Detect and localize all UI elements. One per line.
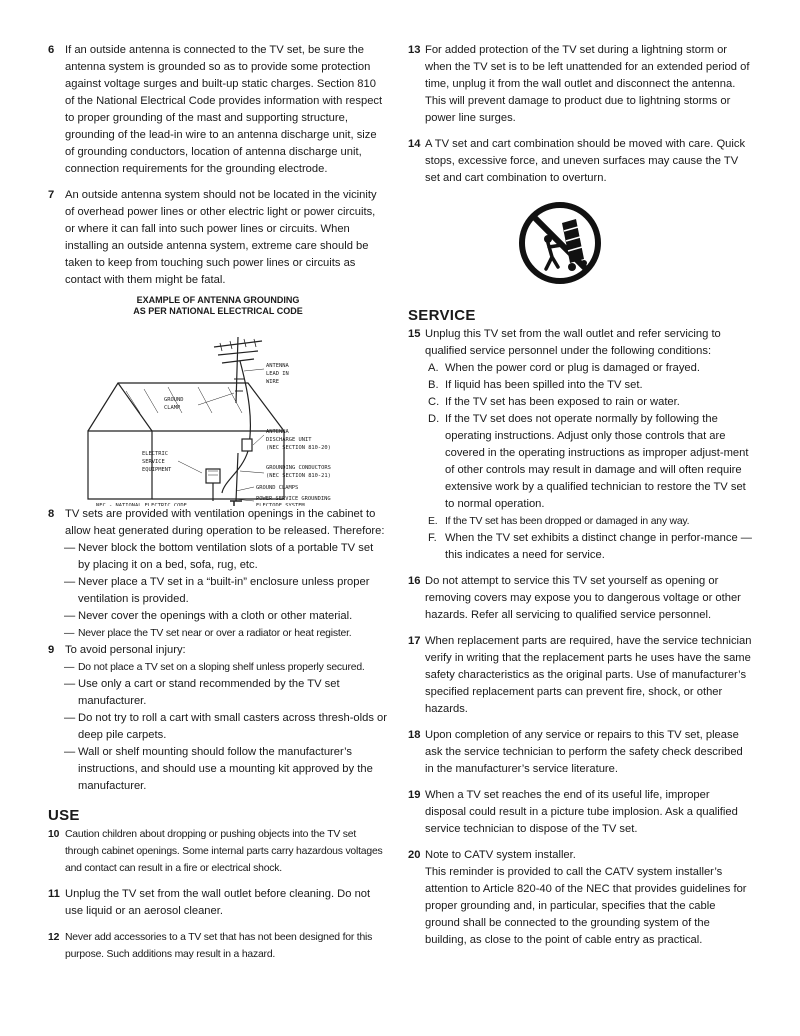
item-text: Never add accessories to a TV set that has not been designed for this purpose. Such additions may result in a hazard. bbox=[65, 932, 373, 960]
item-text: For added protection of the TV set during a lightning storm or when the TV set is to be left unattended for an extended period of time, unplug it from the wall outlet and disconnect the antenna. This will prevent damage to product due to lightning storms or power line surges. bbox=[425, 44, 750, 124]
dash: — bbox=[64, 576, 76, 588]
bullet-text: Do not place a TV set on a sloping shelf unless properly secured. bbox=[78, 662, 365, 673]
item-text: An outside antenna system should not be located in the vicinity of overhead power lines or other electric light or power circuits, or where it can fall into such power lines or circuits. When installing an outside antenna system, extreme care should be taken to keep from touching such power lines or circuits as contact with them might be fatal. bbox=[65, 189, 377, 286]
item-number: 13 bbox=[408, 44, 421, 56]
diagram-title-line-1: EXAMPLE OF ANTENNA GROUNDING bbox=[136, 295, 300, 305]
item-number: 11 bbox=[48, 888, 60, 900]
label-electrode-system: ELECTODE SYSTEM bbox=[256, 503, 305, 506]
instruction-item-12 bbox=[48, 929, 388, 963]
label-grounding-conductors: GROUNDING CONDUCTORS bbox=[266, 465, 331, 471]
bullet-text: Never place the TV set near or over a radiator or heat register. bbox=[78, 628, 352, 639]
dash: — bbox=[64, 628, 75, 639]
bullet-text: Never block the bottom ventilation slots of a portable TV set by placing it on a bed, sofa, rug, etc. bbox=[78, 542, 374, 571]
bullet-text: Never place a TV set in a “built-in” enclosure unless proper ventilation is provided. bbox=[78, 576, 370, 605]
condition-text: If the TV set does not operate normally by following the operating instructions. Adjust only those controls that are covered in the operating instructions as improper adjust-ment of other controls may result in damage and will often require extensive work by a qualified technician to restore the TV set to normal operation. bbox=[445, 413, 749, 510]
item-text-continued: This reminder is provided to call the CATV system installer’s attention to Article 820-40 of the NEC that provides guidelines for proper grounding and, in particular, specifies that the cable ground shall be connected to the grounding system of the building, as close to the point of cable entry as practical. bbox=[425, 866, 747, 946]
condition-text: If liquid has been spilled into the TV set. bbox=[445, 379, 643, 391]
dash: — bbox=[64, 610, 76, 622]
cart-warning-symbol bbox=[518, 201, 602, 285]
label-clamp: CLAMP bbox=[164, 405, 181, 411]
left-column bbox=[48, 42, 388, 972]
diagram-title bbox=[48, 295, 388, 317]
condition-letter: D. bbox=[428, 413, 440, 425]
item-text: Unplug the TV set from the wall outlet before cleaning. Do not use liquid or an aerosol cleaner. bbox=[65, 888, 371, 917]
instruction-item-15 bbox=[408, 326, 753, 360]
condition-letter: E. bbox=[428, 516, 438, 527]
instruction-item-11 bbox=[48, 886, 388, 920]
label-electric: ELECTRIC bbox=[142, 451, 168, 457]
label-ground-clamp: GROUND bbox=[164, 397, 184, 403]
label-service: SERVICE bbox=[142, 459, 165, 465]
diagram-title-line-2: AS PER NATIONAL ELECTRICAL CODE bbox=[133, 306, 303, 316]
instruction-item-6 bbox=[48, 42, 388, 178]
item-number: 14 bbox=[408, 138, 421, 150]
dash: — bbox=[64, 662, 75, 673]
dash: — bbox=[64, 712, 76, 724]
label-lead-in: LEAD IN bbox=[266, 371, 289, 377]
bullet-item bbox=[48, 744, 388, 795]
instruction-item-17 bbox=[408, 633, 753, 718]
roof-outline bbox=[88, 383, 284, 431]
bullet-item bbox=[48, 625, 388, 642]
item-text: To avoid personal injury: bbox=[65, 644, 186, 656]
item-number: 16 bbox=[408, 575, 421, 587]
condition-letter: C. bbox=[428, 396, 440, 408]
bullet-item bbox=[48, 540, 388, 574]
condition-letter: A. bbox=[428, 362, 439, 374]
label-discharge-unit: DISCHARGE UNIT bbox=[266, 437, 312, 443]
item-number: 19 bbox=[408, 789, 421, 801]
instruction-item-20 bbox=[408, 847, 753, 949]
dash: — bbox=[64, 542, 76, 554]
bullet-item bbox=[48, 676, 388, 710]
cart-tip-over-warning-icon bbox=[518, 201, 602, 285]
item-number: 9 bbox=[48, 644, 55, 656]
condition-letter: B. bbox=[428, 379, 439, 391]
bullet-item bbox=[48, 574, 388, 608]
antenna-grounding-figure bbox=[48, 295, 388, 506]
right-column bbox=[408, 42, 753, 958]
condition-text: When the TV set exhibits a distinct change in perfor-mance — this indicates a need for service. bbox=[445, 532, 752, 561]
instruction-item-9 bbox=[48, 642, 388, 659]
instruction-item-13 bbox=[408, 42, 753, 127]
item-text: Do not attempt to service this TV set yourself as opening or removing covers may expose you to dangerous voltage or other hazards. Refer all servicing to qualified service personnel. bbox=[425, 575, 741, 621]
label-equipment: EQUIPMENT bbox=[142, 467, 172, 473]
item-number: 20 bbox=[408, 849, 421, 861]
bullet-item bbox=[48, 608, 388, 625]
item-text: Unplug this TV set from the wall outlet and refer servicing to qualified service personnel under the following conditions: bbox=[425, 328, 721, 357]
use-heading: USE bbox=[48, 807, 80, 824]
label-conductors-section: (NEC SECTION 810-21) bbox=[266, 473, 331, 479]
condition-text: When the power cord or plug is damaged or frayed. bbox=[445, 362, 700, 374]
bullet-text: Do not try to roll a cart with small casters across thresh-olds or deep pile carpets. bbox=[78, 712, 388, 741]
item-text: Caution children about dropping or pushing objects into the TV set through cabinet openings. Some internal parts carry hazardous voltages and contact can result in a fire or electrical shock. bbox=[65, 829, 383, 874]
item-text: If an outside antenna is connected to the TV set, be sure the antenna system is grounded so as to provide some protection against voltage surges and built-up static charges. Section 810 of the National Electrical Code provides information with respect to proper grounding of the mast and supporting structure, grounding of the lead-in wire to an antenna discharge unit, size of grounding conductors, location of antenna discharge unit, connection requirements for the grounding electrode. bbox=[65, 44, 383, 175]
condition-item bbox=[408, 411, 753, 513]
condition-text: If the TV set has been exposed to rain or water. bbox=[445, 396, 680, 408]
bullet-text: Wall or shelf mounting should follow the manufacturer’s instructions, and should use a mounting kit approved by the manufacturer. bbox=[78, 746, 373, 792]
label-wire: WIRE bbox=[266, 379, 279, 385]
instruction-item-18 bbox=[408, 727, 753, 778]
condition-item bbox=[408, 360, 753, 377]
item-number: 18 bbox=[408, 729, 421, 741]
condition-item bbox=[408, 513, 753, 530]
condition-item bbox=[408, 394, 753, 411]
house-gable-wall bbox=[88, 431, 152, 499]
label-ground-clamps: GROUND CLAMPS bbox=[256, 485, 299, 491]
bullet-item bbox=[48, 659, 388, 676]
item-number: 17 bbox=[408, 635, 421, 647]
item-number: 15 bbox=[408, 328, 421, 340]
item-number: 8 bbox=[48, 508, 55, 520]
instruction-item-14 bbox=[408, 136, 753, 187]
item-text: Upon completion of any service or repairs to this TV set, please ask the service technician to perform the safety check described in the manufacturer’s service literature. bbox=[425, 729, 743, 775]
dash: — bbox=[64, 678, 76, 690]
discharge-unit bbox=[242, 439, 252, 451]
item-number: 7 bbox=[48, 189, 55, 201]
condition-item bbox=[408, 530, 753, 564]
label-discharge-antenna: ANTENNA bbox=[266, 429, 289, 435]
item-text: When replacement parts are required, have the service technician verify in writing that the replacement parts he uses have the same safety characteristics as the original parts. Use of manufacturer’s specified replacement parts can prevent fire, shock, or other hazards. bbox=[425, 635, 752, 715]
bullet-text: Never cover the openings with a cloth or other material. bbox=[78, 610, 353, 622]
bullet-item bbox=[48, 710, 388, 744]
item-number: 10 bbox=[48, 829, 60, 840]
antenna-mast bbox=[236, 337, 238, 403]
instruction-item-19 bbox=[408, 787, 753, 838]
instruction-item-7 bbox=[48, 187, 388, 289]
instruction-item-16 bbox=[408, 573, 753, 624]
item-text: Note to CATV system installer. bbox=[425, 849, 576, 861]
condition-letter: F. bbox=[428, 532, 437, 544]
item-text: A TV set and cart combination should be moved with care. Quick stops, excessive force, and uneven surfaces may cause the TV set and cart combination to overturn. bbox=[425, 138, 746, 184]
antenna-grounding-diagram bbox=[48, 321, 388, 506]
instruction-item-8 bbox=[48, 506, 388, 540]
item-text: When a TV set reaches the end of its useful life, improper disposal could result in a picture tube implosion. Ask a qualified service technician to dispose of the TV set. bbox=[425, 789, 738, 835]
bullet-text: Use only a cart or stand recommended by the TV set manufacturer. bbox=[78, 678, 340, 707]
service-heading: SERVICE bbox=[408, 307, 476, 324]
label-discharge-section: (NEC SECTION 810-20) bbox=[266, 445, 331, 451]
item-number: 6 bbox=[48, 44, 55, 56]
label-antenna: ANTENNA bbox=[266, 363, 289, 369]
instruction-item-10 bbox=[48, 826, 388, 877]
label-power-service: POWER SERVICE GROUNDING bbox=[256, 496, 331, 502]
condition-text: If the TV set has been dropped or damaged in any way. bbox=[445, 516, 690, 527]
condition-item bbox=[408, 377, 753, 394]
item-text: TV sets are provided with ventilation openings in the cabinet to allow heat generated during operation to be released. Therefore: bbox=[65, 508, 385, 537]
label-nec: NEC - NATIONAL ELECTRIC CODE bbox=[96, 503, 187, 506]
item-number: 12 bbox=[48, 932, 60, 943]
dash: — bbox=[64, 746, 76, 758]
